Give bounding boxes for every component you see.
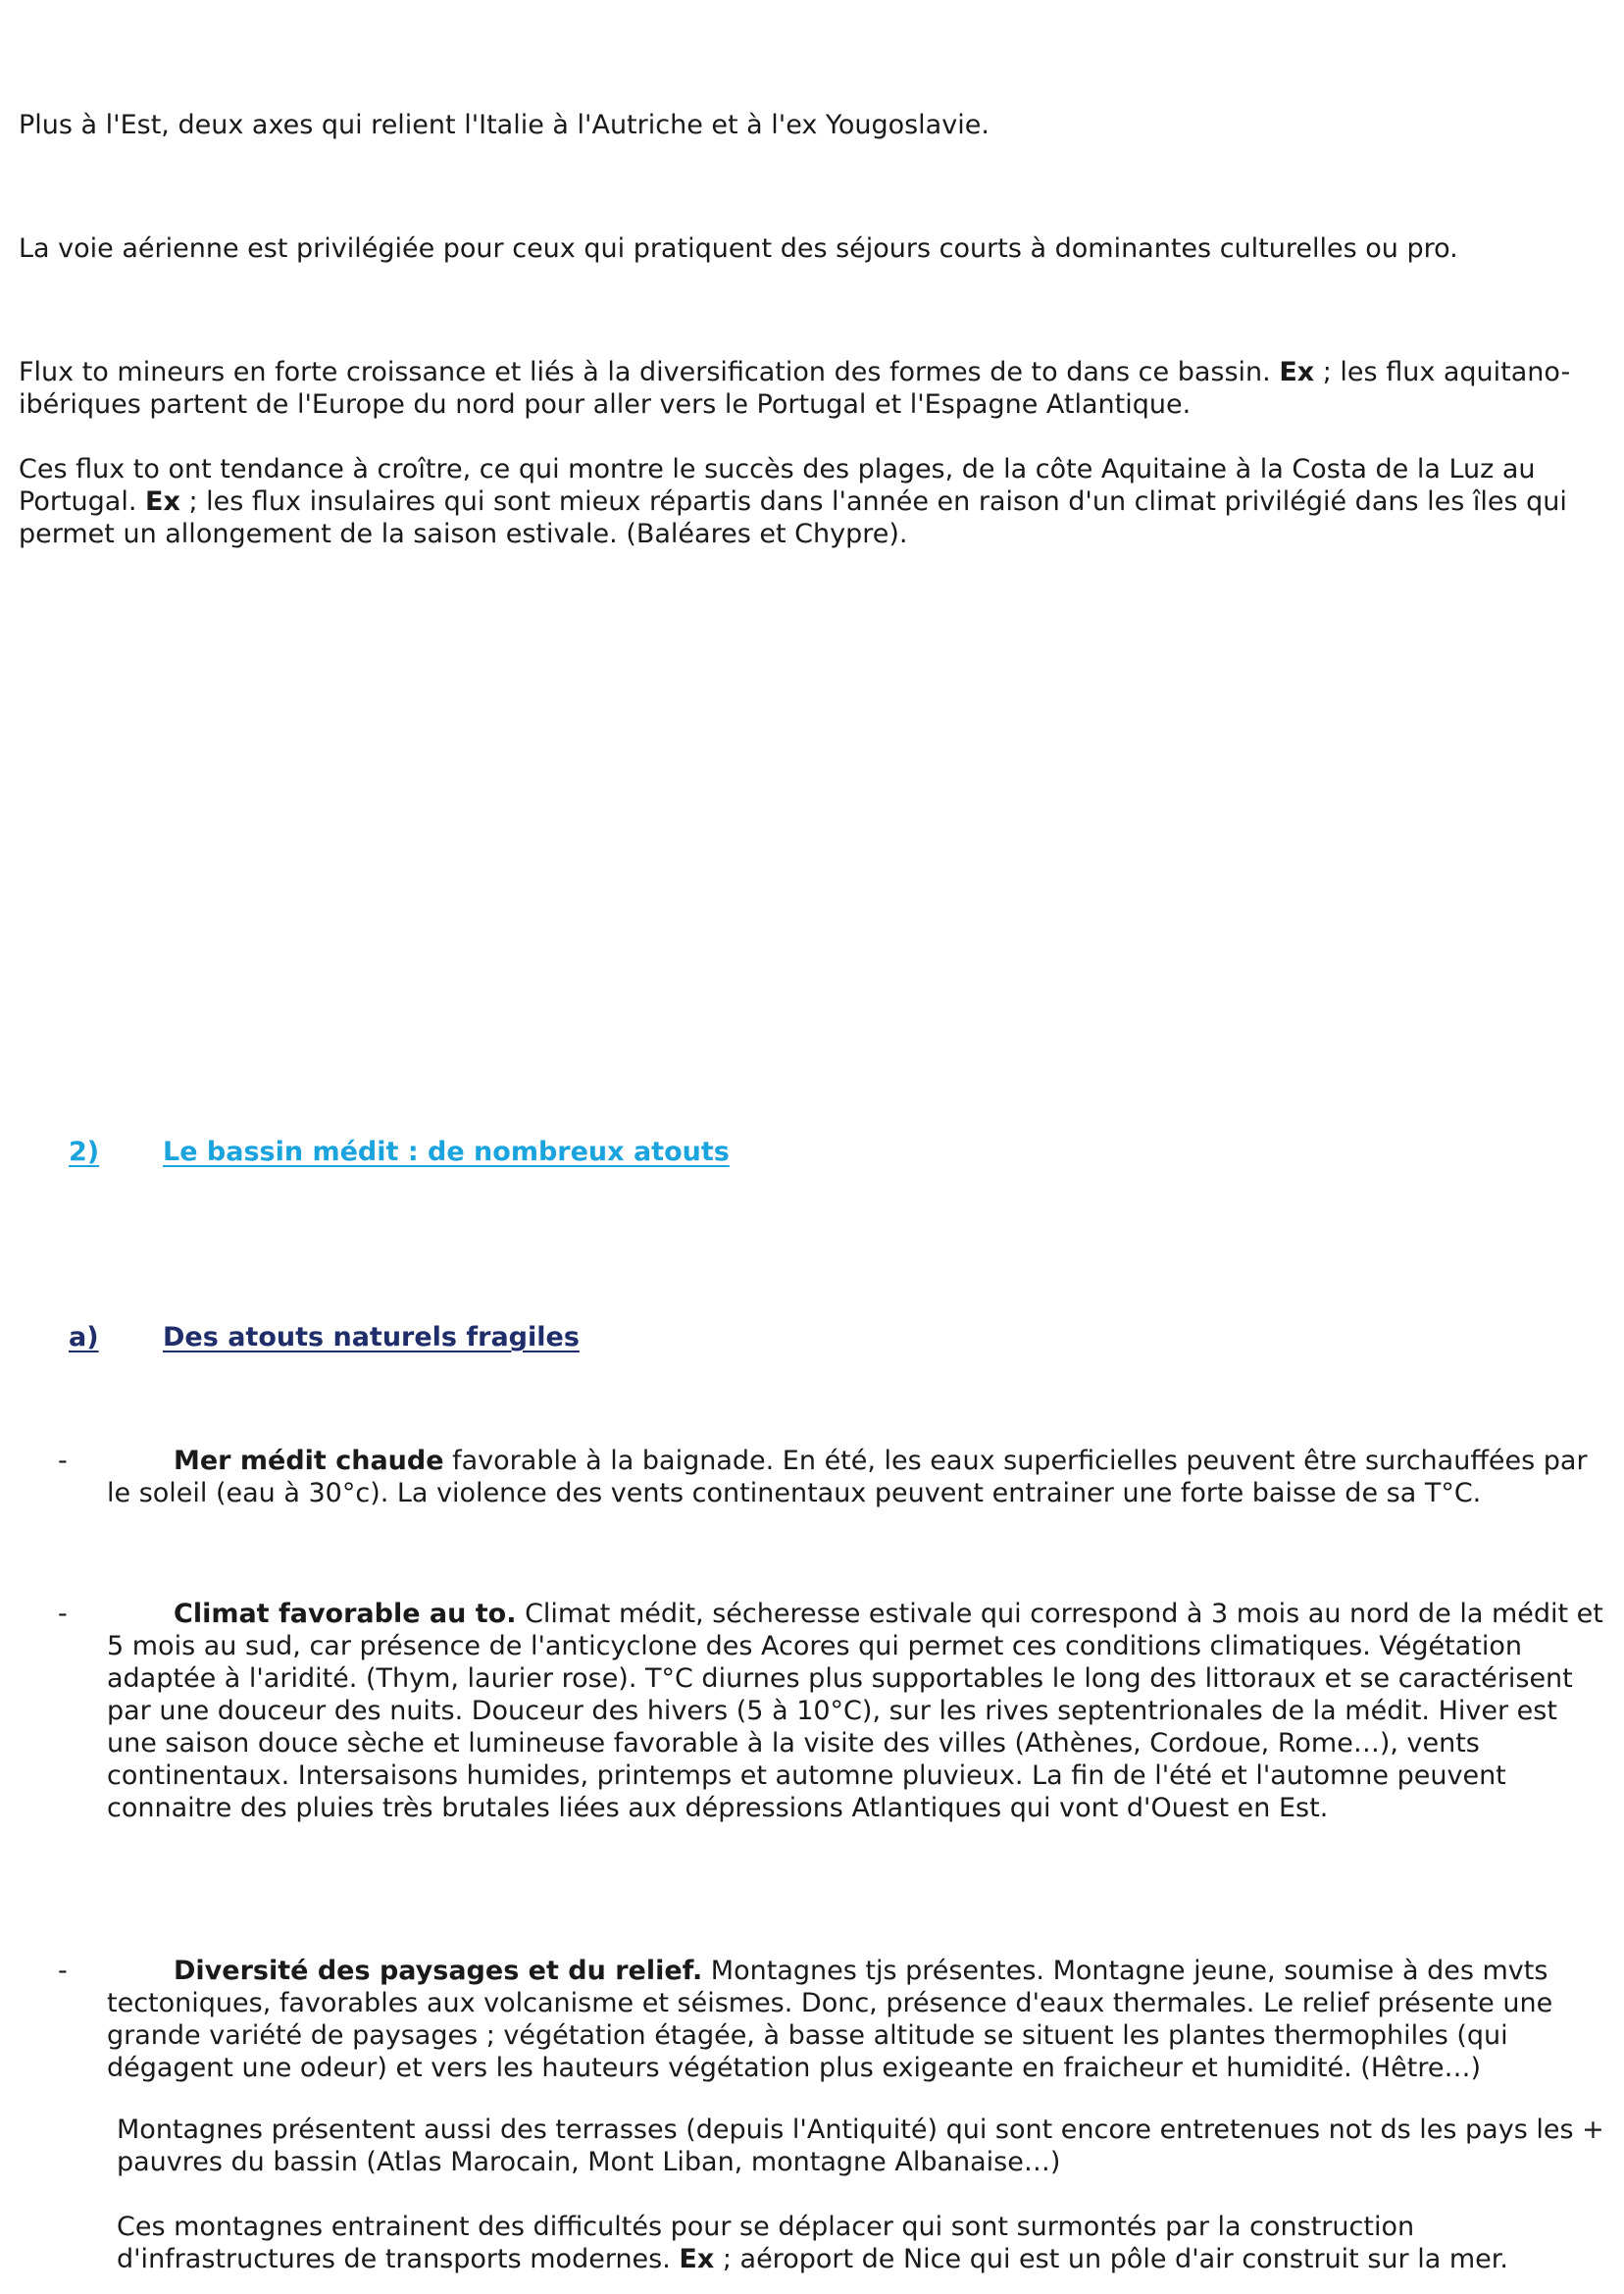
paragraph-east-axes (19, 109, 1607, 141)
example-label: Ex (679, 2244, 715, 2274)
paragraph-minor-flows (19, 356, 1607, 421)
paragraph-text: Plus à l'Est, deux axes qui relient l'Italie à l'Autriche et à l'ex Yougoslavie. (19, 110, 990, 140)
paragraph-text: Ces flux to ont tendance à croître, ce qui montre le succès des plages, de la côte Aquitaine à la Costa de la Luz au Portugal. (19, 454, 1536, 517)
paragraph-text: ; aéroport de Nice qui est un pôle d'air construit sur la mer. (714, 2244, 1508, 2274)
paragraph-text: Montagnes présentent aussi des terrasses (depuis l'Antiquité) qui sont encore entretenues not ds les pays les + pauvres du bassin (Atlas Marocain, Mont Liban, montagne Albanaise…) (117, 2115, 1604, 2177)
bullet-dash: - (58, 1446, 68, 1476)
bullet-dash: - (58, 1599, 68, 1629)
bullet-body: Climat médit, sécheresse estivale qui correspond à 3 mois au nord de la médit et 5 mois au sud, car présence de l'anticyclone des Acores qui permet ces conditions climatiques. Végétation adaptée à l'aridité. (Thym, laurier rose). T°C diurnes plus supportables le long des littoraux et se caractérisent par une douceur des nuits. Douceur des hivers (5 à 10°C), sur les rives septentrionales de la médit. Hiver est une saison douce sèche et lumineuse favorable à la visite des villes (Athènes, Cordoue, Rome…), vents continentaux. Intersaisons humides, printemps et automne pluvieux. La fin de l'été et l'automne peuvent connaitre des pluies très brutales liées aux dépressions Atlantiques qui vont d'Ouest en Est. (107, 1599, 1603, 1823)
bullet-body: favorable à la baignade. En été, les eaux superficielles peuvent être surchauffées par le soleil (eau à 30°c). La violence des vents continentaux peuvent entrainer une forte baisse de sa T°C. (107, 1446, 1588, 1508)
section-number: a) (69, 1322, 99, 1352)
bullet-item-sea (58, 1445, 1607, 1509)
section-title: Des atouts naturels fragiles (163, 1322, 580, 1352)
section-heading-a (69, 1321, 580, 1353)
example-label: Ex (145, 486, 180, 517)
section-heading-2 (69, 1136, 730, 1168)
bullet-dash: - (58, 1956, 68, 1986)
example-label: Ex (1279, 357, 1315, 387)
paragraph-text: Flux to mineurs en forte croissance et liés à la diversification des formes de to dans ce bassin. (19, 357, 1280, 387)
paragraph-terraces (117, 2114, 1607, 2178)
bullet-bold-lead: Mer médit chaude (174, 1446, 444, 1476)
paragraph-text: Ces montagnes entrainent des difficultés pour se déplacer qui sont surmontés par la construction d'infrastructures de transports modernes. (117, 2212, 1415, 2274)
bullet-bold-lead: Climat favorable au to. (174, 1599, 517, 1629)
bullet-bold-lead: Diversité des paysages et du relief. (174, 1956, 703, 1986)
paragraph-text: La voie aérienne est privilégiée pour ceux qui pratiquent des séjours courts à dominantes culturelles ou pro. (19, 233, 1458, 264)
paragraph-air-travel (19, 232, 1607, 265)
bullet-text (107, 1955, 1607, 2084)
paragraph-text: ; les flux aquitano-ibériques partent de l'Europe du nord pour aller vers le Portugal et l'Espagne Atlantique. (19, 357, 1571, 420)
paragraph-infrastructure (117, 2211, 1607, 2275)
section-number: 2) (69, 1137, 100, 1167)
bullet-text (107, 1445, 1607, 1509)
paragraph-text: ; les flux insulaires qui sont mieux répartis dans l'année en raison d'un climat privilégié dans les îles qui permet un allongement de la saison estivale. (Baléares et Chypre). (19, 486, 1567, 549)
section-title: Le bassin médit : de nombreux atouts (163, 1137, 730, 1167)
bullet-item-relief (58, 1955, 1607, 2084)
bullet-item-climate (58, 1598, 1607, 1824)
paragraph-growing-flows (19, 453, 1607, 550)
bullet-text (107, 1598, 1607, 1824)
bullet-body: Montagnes tjs présentes. Montagne jeune, soumise à des mvts tectoniques, favorables aux volcanisme et séismes. Donc, présence d'eaux thermales. Le relief présente une grande variété de paysages ; végétation étagée, à basse altitude se situent les plantes thermophiles (qui dégagent une odeur) et vers les hauteurs végétation plus exigeante en fraicheur et humidité. (Hêtre…) (107, 1956, 1553, 2083)
